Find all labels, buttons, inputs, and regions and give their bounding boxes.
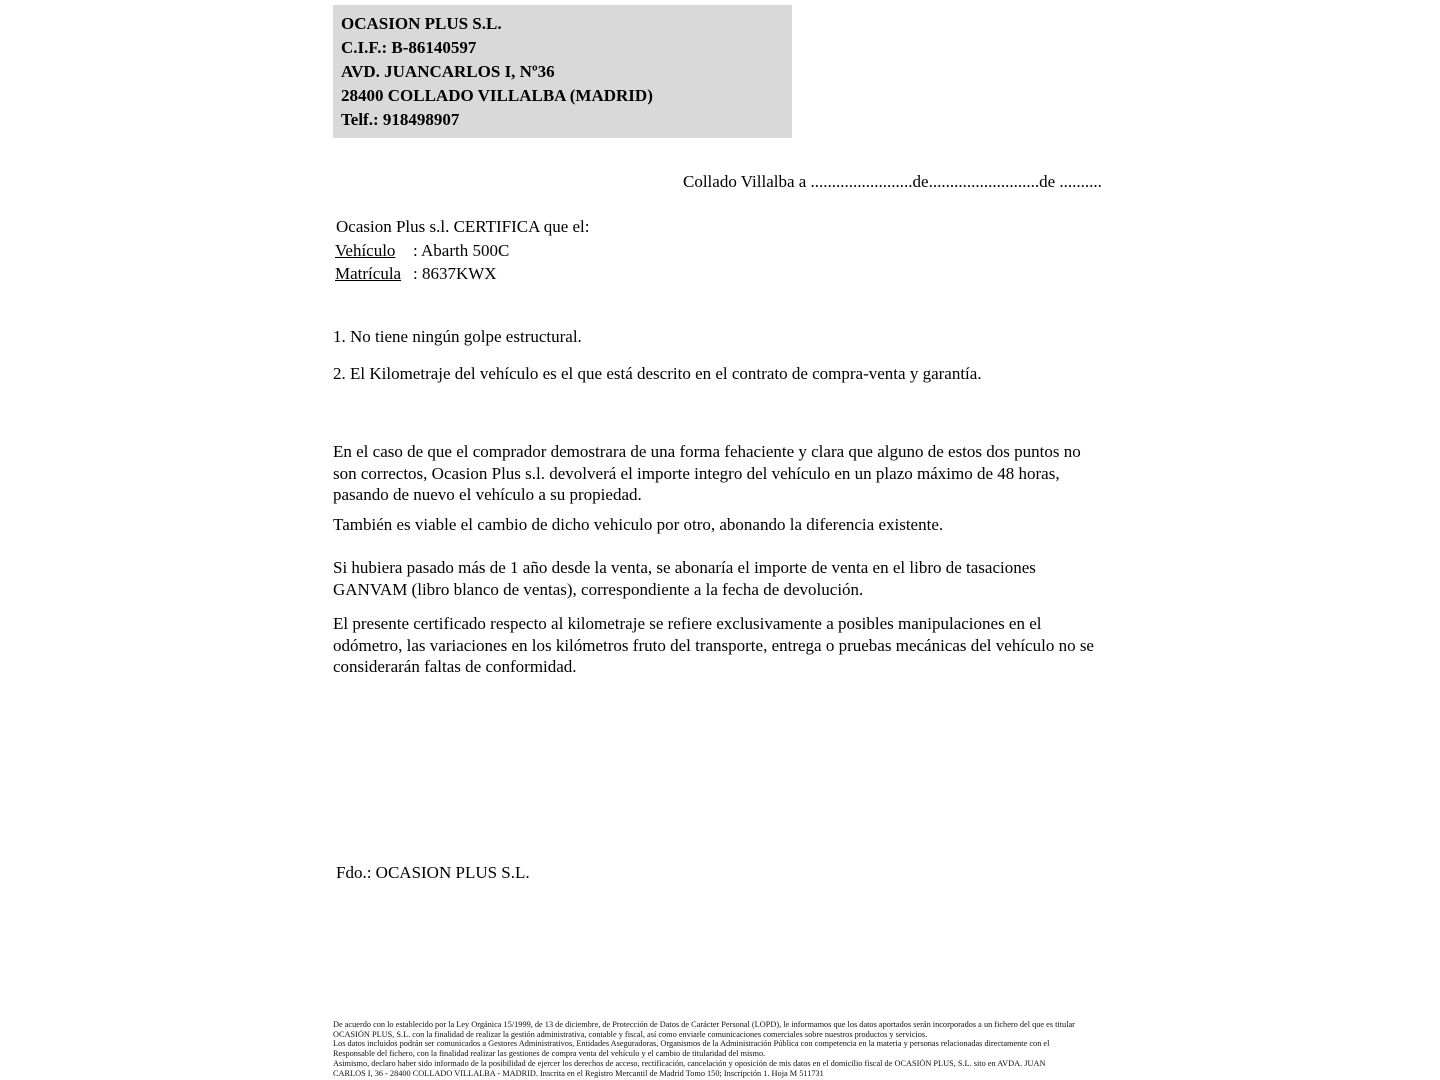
certificate-point-1: 1. No tiene ningún golpe estructural. — [333, 327, 582, 346]
company-city: 28400 COLLADO VILLALBA (MADRID) — [341, 86, 653, 105]
company-name: OCASION PLUS S.L. — [341, 14, 502, 33]
paragraph-vehicle-exchange: También es viable el cambio de dicho vehiculo por otro, abonando la diferencia existente. — [333, 515, 944, 534]
legal-footer-line: De acuerdo con lo establecido por la Ley Orgánica 15/1999, de 13 de diciembre, de Protección de Datos de Carácter Personal (LOPD), le informamos que los datos aportados serán incorporados a un fichero del que es titular — [333, 1020, 1075, 1029]
vehicle-label: Vehículo — [335, 241, 396, 260]
plate-label: Matrícula — [335, 264, 402, 283]
plate-line — [335, 264, 497, 284]
paragraph-ganvam: Si hubiera pasado más de 1 año desde la venta, se abonaría el importe de venta en el libro de tasaciones GANVAM (libro blanco de ventas), correspondiente a la fecha de devolución. — [333, 558, 1036, 599]
legal-footer-line: Asimismo, declaro haber sido informado de la posibilidad de ejercer los derechos de acceso, rectificación, cancelación y oposición de mis datos en el domicilio fiscal de OCASIÓN PLUS, S.L. sito en AVDA. JUAN — [333, 1058, 1046, 1068]
company-address: AVD. JUANCARLOS I, Nº36 — [341, 62, 555, 81]
legal-footer-line: OCASIÓN PLUS, S.L. con la finalidad de realizar la gestión administrativa, contable y fiscal, así como enviarle comunicaciones comerciales sobre nuestros productos y servicios. — [333, 1029, 928, 1039]
certifica-intro: Ocasion Plus s.l. CERTIFICA que el: — [336, 217, 590, 236]
vehicle-value: : Abarth 500C — [413, 241, 510, 260]
legal-footer — [333, 1020, 1113, 1078]
company-header-box — [333, 5, 792, 138]
plate-value: : 8637KWX — [413, 264, 497, 283]
company-phone: Telf.: 918498907 — [341, 110, 460, 129]
date-line: Collado Villalba a ........................de..........................de .......... — [683, 172, 1102, 191]
paragraph-refund-condition: En el caso de que el comprador demostrara de una forma fehaciente y clara que alguno de estos dos puntos no son correctos, Ocasion Plus s.l. devolverá el importe integro del vehículo en un plazo máximo de 48 horas, pasando de nuevo el vehículo a su propiedad. — [333, 442, 1081, 504]
certificate-point-2: 2. El Kilometraje del vehículo es el que está descrito en el contrato de compra-venta y garantía. — [333, 364, 982, 383]
legal-footer-line: Responsable del fichero, con la finalidad realizar las gestiones de compra venta del vehículo y el cambio de titularidad del mismo. — [333, 1049, 766, 1059]
legal-footer-line: Los datos incluidos podrán ser comunicados a Gestores Administrativos, Entidades Aseguradoras, Organismos de la Administración Pública con competencia en la materia y personas relacionadas directamente con el — [333, 1039, 1050, 1049]
vehicle-line — [335, 241, 509, 261]
company-cif: C.I.F.: B-86140597 — [341, 38, 477, 57]
legal-footer-line: CARLOS I, 36 - 28400 COLLADO VILLALBA - MADRID. Inscrita en el Registro Mercantil de Madrid Tomo 150; Inscripción 1. Hoja M 511731 — [333, 1068, 824, 1078]
signature-line: Fdo.: OCASION PLUS S.L. — [336, 863, 530, 882]
paragraph-odometer-disclaimer: El presente certificado respecto al kilometraje se refiere exclusivamente a posibles manipulaciones en el odómetro, las variaciones en los kilómetros fruto del transporte, entrega o pruebas mecánicas del vehículo no se considerarán faltas de conformidad. — [333, 614, 1094, 676]
